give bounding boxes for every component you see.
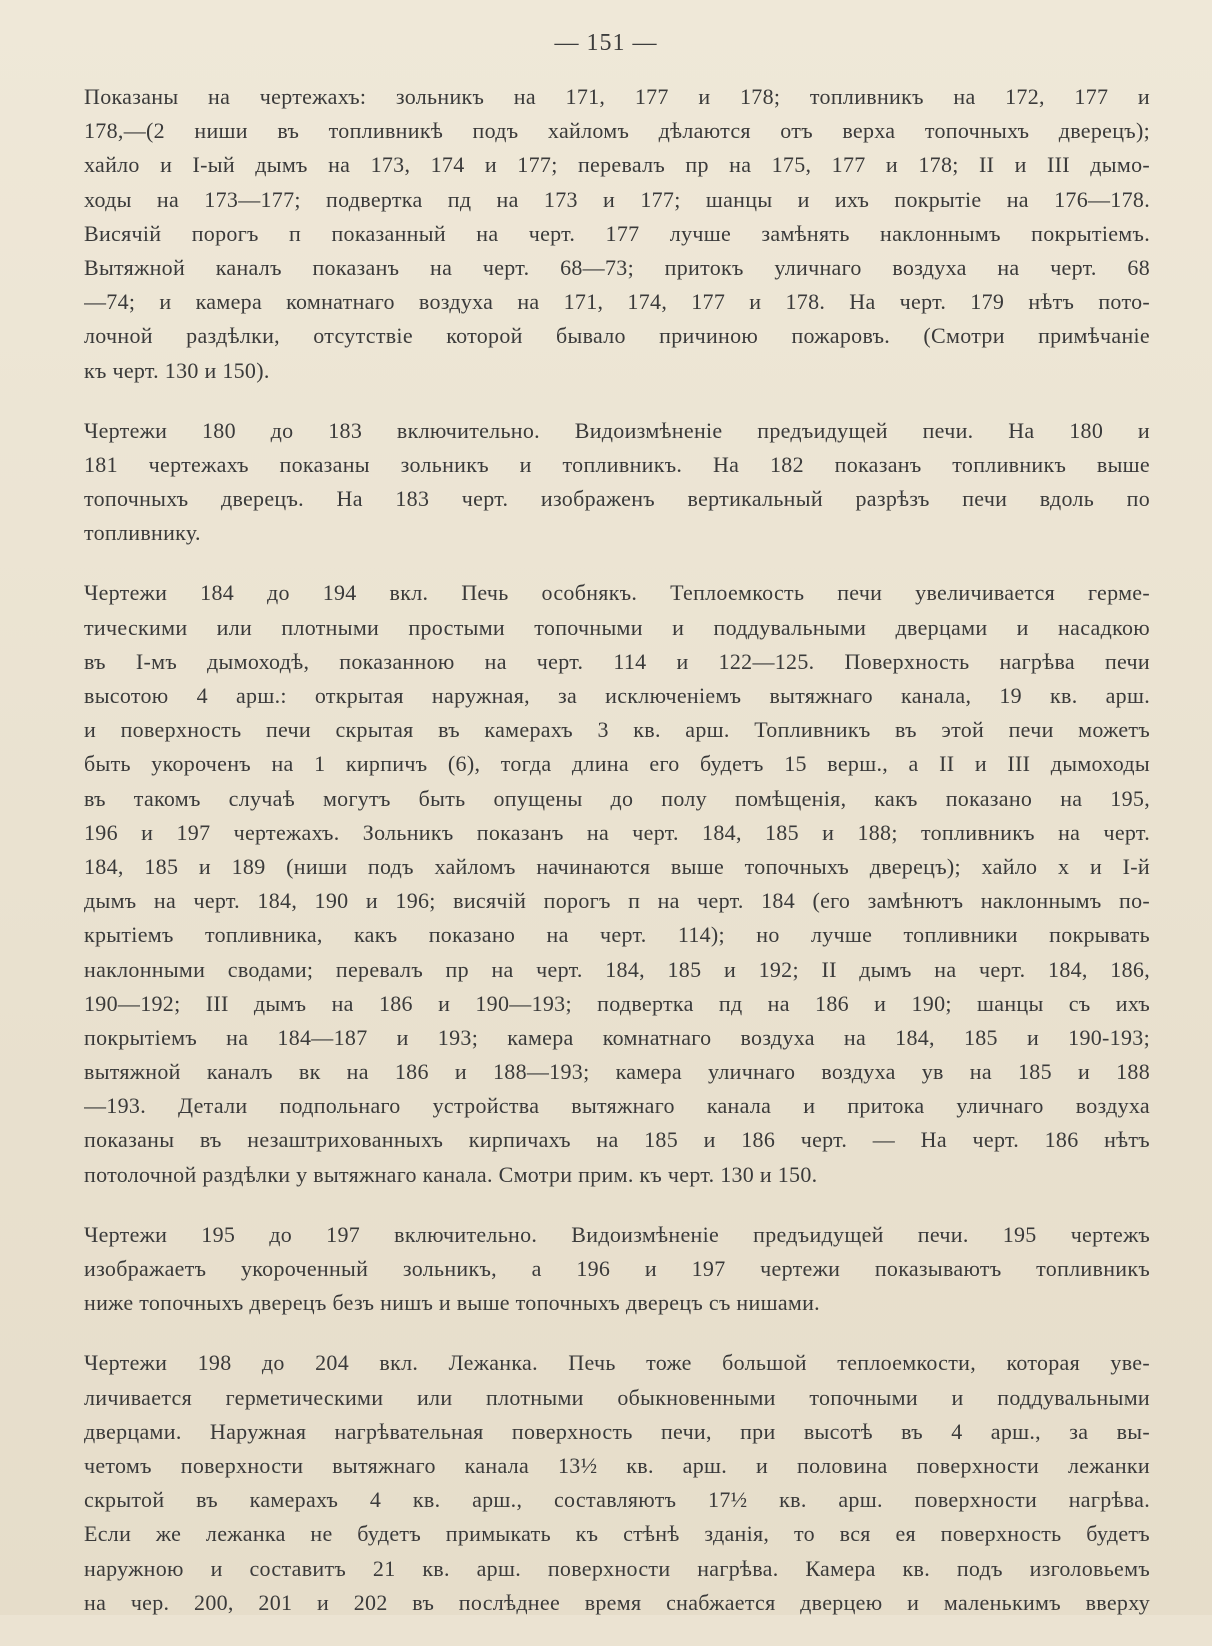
- text-line: Чертежи 195 до 197 включительно. Видоизмѣненіе предъидущей печи. 195 чертежъ: [84, 1221, 1150, 1247]
- text-line: топочныхъ дверецъ. На 183 черт. изображенъ вертикальный разрѣзъ печи вдоль по: [84, 486, 1150, 512]
- text-line: четомъ поверхности вытяжнаго канала 13½ кв. арш. и половина поверхности лежанки: [84, 1452, 1150, 1478]
- text-line: —193. Детали подпольнаго устройства вытяжнаго канала и притока уличнаго воздуха: [84, 1093, 1150, 1119]
- paragraph-3: [84, 576, 1150, 1191]
- text-line: 181 чертежахъ показаны зольникъ и топливникъ. На 182 показанъ топливникъ выше: [84, 451, 1150, 477]
- text-line: 184, 185 и 189 (ниши подъ хайломъ начинаются выше топочныхъ дверецъ); хайло х и I-й: [84, 853, 1150, 879]
- text-line: Если же лежанка не будетъ примыкать къ стѣнѣ зданія, то вся ея поверхность будетъ: [84, 1521, 1150, 1547]
- text-line: наружною и составитъ 21 кв. арш. поверхности нагрѣва. Камера кв. подъ изголовьемъ: [84, 1555, 1150, 1581]
- text-line: крытіемъ топливника, какъ показано на черт. 114); но лучше топливники покрывать: [84, 922, 1150, 948]
- text-line: изображаетъ укороченный зольникъ, а 196 и 197 чертежи показываютъ топливникъ: [84, 1256, 1150, 1281]
- text-line: наклонными сводами; перевалъ пр на черт. 184, 185 и 192; II дымъ на черт. 184, 186,: [84, 956, 1150, 982]
- page-number: — 151 —: [554, 30, 658, 56]
- text-line: вытяжной каналъ вк на 186 и 188—193; камера уличнаго воздуха ув на 185 и 188: [84, 1059, 1150, 1085]
- text-line: быть укороченъ на 1 кирпичъ (6), тогда длина его будетъ 15 верш., а II и III дымоходы: [84, 751, 1150, 777]
- text-line: высотою 4 арш.: открытая наружная, за исключеніемъ вытяжнаго канала, 19 кв. арш.: [84, 683, 1150, 708]
- text-line: 190—192; III дымъ на 186 и 190—193; подвертка пд на 186 и 190; шанцы съ ихъ: [84, 990, 1150, 1016]
- text-line: личивается герметическими или плотными обыкновенными топочными и поддувальными: [84, 1384, 1150, 1410]
- text-line: скрытой въ камерахъ 4 кв. арш., составляютъ 17½ кв. арш. поверхности нагрѣва.: [84, 1487, 1150, 1513]
- text-line: ниже топочныхъ дверецъ безъ нишъ и выше топочныхъ дверецъ съ нишами.: [84, 1290, 820, 1316]
- text-line: лочной раздѣлки, отсутствіе которой бывало причиною пожаровъ. (Смотри примѣчаніе: [84, 323, 1150, 349]
- text-line: 178,—(2 ниши въ топливникѣ подъ хайломъ дѣлаются отъ верха топочныхъ дверецъ);: [84, 118, 1150, 144]
- text-line: ходы на 173—177; подвертка пд на 173 и 177; шанцы и ихъ покрытіе на 176—178.: [84, 186, 1150, 212]
- text-line: въ I-мъ дымоходѣ, показанною на черт. 114 и 122—125. Поверхность нагрѣва печи: [84, 648, 1150, 674]
- text-line: —74; и камера комнатнаго воздуха на 171, 174, 177 и 178. На черт. 179 нѣтъ пото-: [84, 289, 1150, 315]
- text-line: хайло и I-ый дымъ на 173, 174 и 177; перевалъ пр на 175, 177 и 178; II и III дымо-: [84, 152, 1150, 178]
- text-line: тическими или плотными простыми топочными и поддувальными дверцами и насадкою: [84, 614, 1150, 640]
- text-line: покрытіемъ на 184—187 и 193; камера комнатнаго воздуха на 184, 185 и 190-193;: [84, 1024, 1150, 1050]
- text-line: Показаны на чертежахъ: зольникъ на 171, 177 и 178; топливникъ на 172, 177 и: [84, 84, 1150, 109]
- text-line: къ черт. 130 и 150).: [84, 357, 270, 383]
- text-line: дымъ на черт. 184, 190 и 196; висячій порогъ п на черт. 184 (его замѣнютъ наклоннымъ по-: [84, 888, 1150, 914]
- paragraph-2: [84, 414, 1150, 551]
- text-line: въ такомъ случаѣ могутъ быть опущены до полу помѣщенія, какъ показано на 195,: [84, 785, 1150, 811]
- text-line: Чертежи 184 до 194 вкл. Печь особнякъ. Теплоемкость печи увеличивается герме-: [84, 580, 1150, 606]
- paragraph-1: [84, 80, 1150, 388]
- text-line: Висячій порогъ п показанный на черт. 177 лучше замѣнять наклоннымъ покрытіемъ.: [84, 220, 1150, 246]
- text-line: топливнику.: [84, 520, 201, 546]
- text-body: [84, 80, 1150, 1646]
- text-line: Чертежи 180 до 183 включительно. Видоизмѣненіе предъидущей печи. На 180 и: [84, 417, 1150, 443]
- text-line: Вытяжной каналъ показанъ на черт. 68—73; притокъ уличнаго воздуха на черт. 68: [84, 254, 1150, 280]
- text-line: 196 и 197 чертежахъ. Зольникъ показанъ на черт. 184, 185 и 188; топливникъ на черт.: [84, 819, 1150, 845]
- text-line: на чер. 200, 201 и 202 въ послѣднее время снабжается дверцею и маленькимъ вверху: [84, 1589, 1150, 1615]
- text-line: дверцами. Наружная нагрѣвательная поверхность печи, при высотѣ въ 4 арш., за вы-: [84, 1418, 1150, 1444]
- paragraph-5: [84, 1346, 1150, 1620]
- paragraph-4: [84, 1218, 1150, 1321]
- text-line: и поверхность печи скрытая въ камерахъ 3 кв. арш. Топливникъ въ этой печи можетъ: [84, 717, 1150, 743]
- text-line: потолочной раздѣлки у вытяжнаго канала. Смотри прим. къ черт. 130 и 150.: [84, 1161, 818, 1187]
- text-line: показаны въ незаштрихованныхъ кирпичахъ на 185 и 186 черт. — На черт. 186 нѣтъ: [84, 1127, 1150, 1153]
- text-line: Чертежи 198 до 204 вкл. Лежанка. Печь тоже большой теплоемкости, которая уве-: [84, 1350, 1150, 1376]
